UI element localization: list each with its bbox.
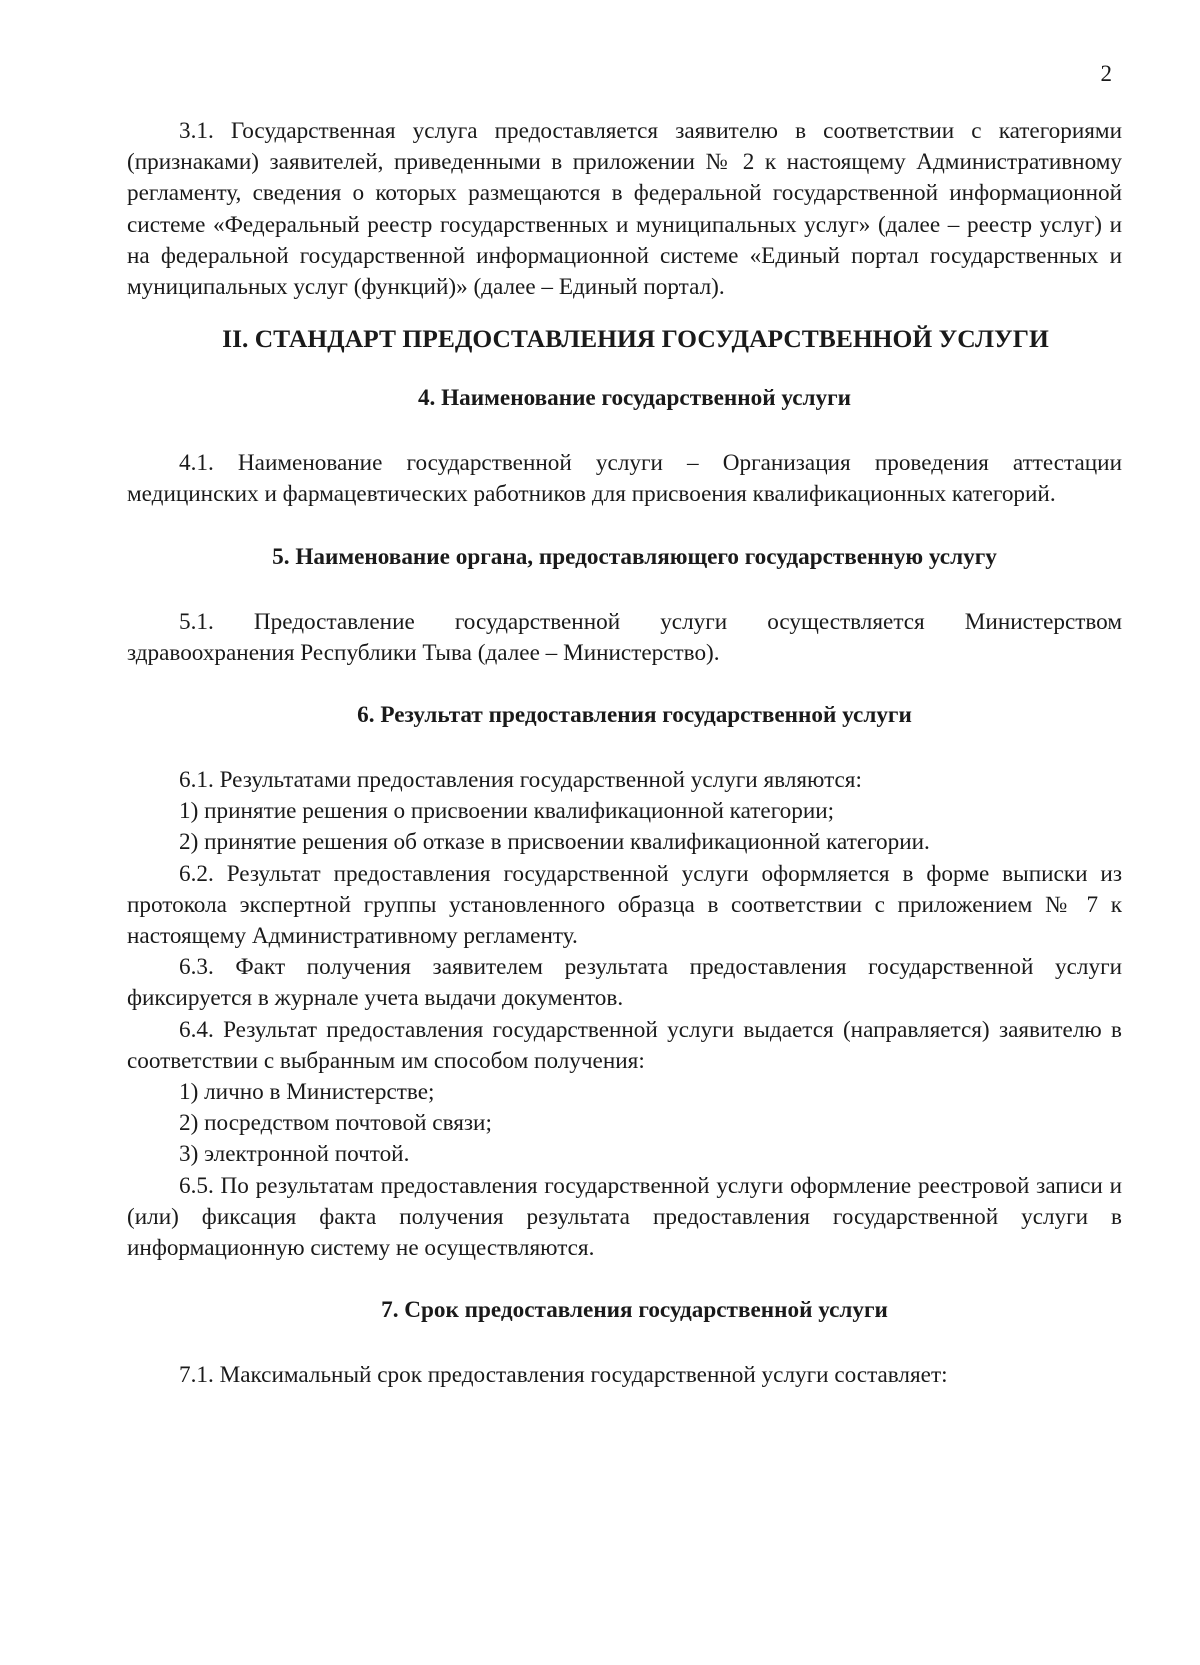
list-item-6-4-3: 3) электронной почтой. — [179, 1141, 410, 1168]
heading-section-4: 4. Наименование государственной услуги — [417, 385, 852, 412]
paragraph-6-5: 6.5. По результатам предоставления государственной услуги оформление реестровой записи и (или) фиксация факта получения результата предоставления государственной услуги в информационную систему не осуществляются. — [127, 1172, 1122, 1262]
paragraph-6-1: 6.1. Результатами предоставления государственной услуги являются: — [179, 767, 862, 794]
list-item-6-4-1: 1) лично в Министерстве; — [179, 1079, 435, 1106]
page-number: 2 — [1100, 61, 1112, 86]
list-item-6-4-2: 2) посредством почтовой связи; — [179, 1110, 492, 1137]
section-2-title: II. СТАНДАРТ ПРЕДОСТАВЛЕНИЯ ГОСУДАРСТВЕННОЙ УСЛУГИ — [222, 324, 1049, 354]
paragraph-4-1: 4.1. Наименование государственной услуги – Организация проведения аттестации медицинских и фармацевтических работников для присвоения квалификационных категорий. — [127, 450, 1122, 508]
heading-section-5: 5. Наименование органа, предоставляющего государственную услугу — [272, 543, 997, 570]
paragraph-5-1: 5.1. Предоставление государственной услуги осуществляется Министерством здравоохранения Республики Тыва (далее – Министерство). — [127, 608, 1122, 666]
paragraph-3-1: 3.1. Государственная услуга предоставляется заявителю в соответствии с категориями (признаками) заявителей, приведенными в приложении № 2 к настоящему Административному регламенту, сведения о которых размещаются в федеральной государственной информационной системе «Федеральный реестр государственных и муниципальных услуг» (далее – реестр услуг) и на федеральной государственной информационной системе «Единый портал государственных и муниципальных услуг (функций)» (далее – Единый портал). — [127, 118, 1122, 301]
document-body — [127, 116, 1122, 1391]
paragraph-7-1: 7.1. Максимальный срок предоставления государственной услуги составляет: — [179, 1362, 948, 1389]
paragraph-6-2: 6.2. Результат предоставления государственной услуги оформляется в форме выписки из протокола экспертной группы установленного образца в соответствии с приложением № 7 к настоящему Административному регламенту. — [127, 860, 1122, 950]
paragraph-6-3: 6.3. Факт получения заявителем результата предоставления государственной услуги фиксируется в журнале учета выдачи документов. — [127, 954, 1122, 1012]
list-item-6-1-1: 1) принятие решения о присвоении квалификационной категории; — [179, 798, 835, 825]
heading-section-7: 7. Срок предоставления государственной услуги — [381, 1297, 888, 1324]
list-item-6-1-2: 2) принятие решения об отказе в присвоении квалификационной категории. — [179, 829, 930, 856]
paragraph-6-4: 6.4. Результат предоставления государственной услуги выдается (направляется) заявителю в соответствии с выбранным им способом получения: — [127, 1016, 1122, 1074]
heading-section-6: 6. Результат предоставления государственной услуги — [357, 702, 912, 729]
